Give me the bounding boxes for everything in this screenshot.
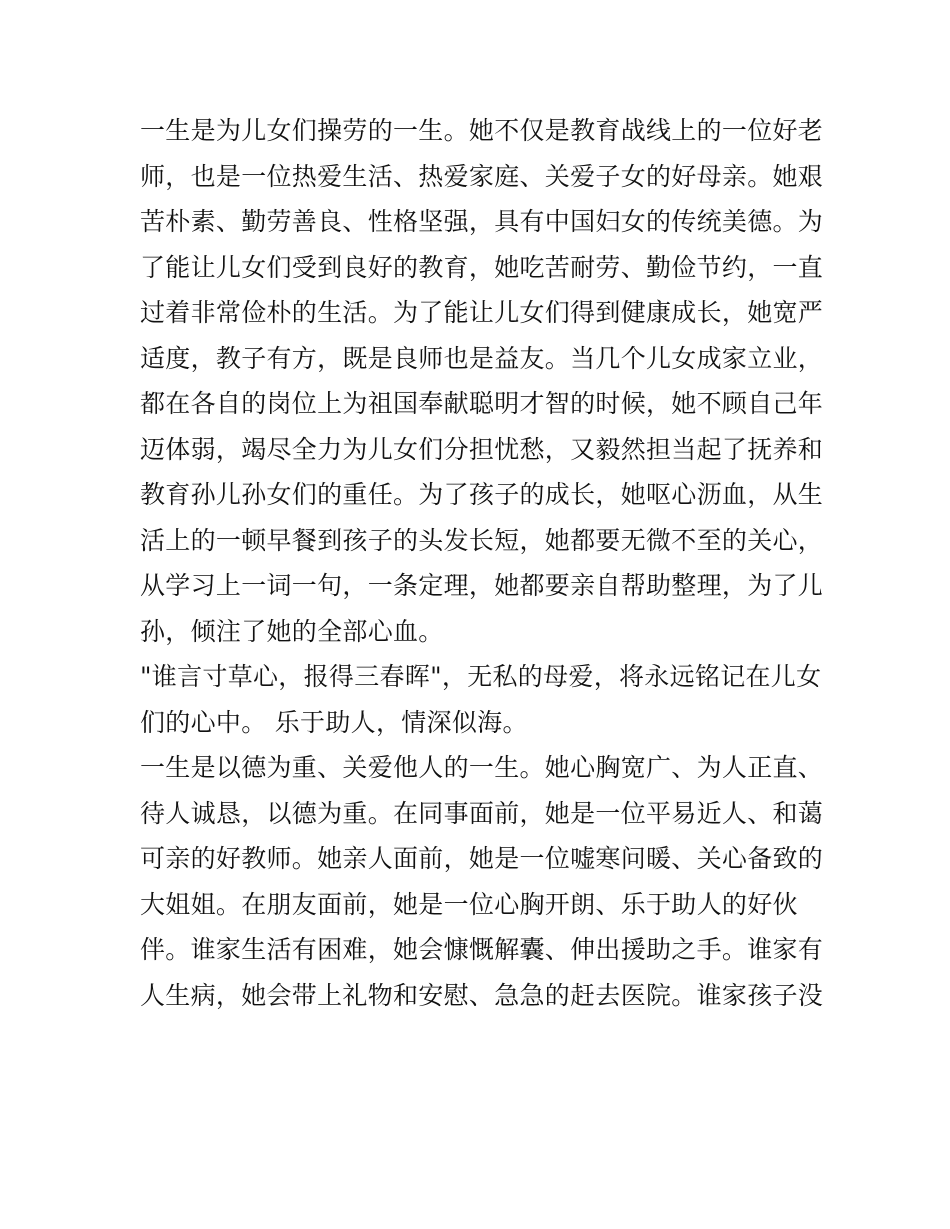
text-line: 大姐姐。在朋友面前，她是一位心胸开朗、乐于助人的好伙: [140, 889, 798, 919]
body-text: [140, 108, 824, 1018]
text-line: 待人诚恳，以德为重。在同事面前，她是一位平易近人、和蔼: [140, 798, 824, 828]
text-line: 苦朴素、勤劳善良、性格坚强，具有中国妇女的传统美德。为: [140, 207, 824, 236]
text-line: 一生是以德为重、关爱他人的一生。她心胸宽广、为人正直、: [140, 753, 824, 782]
text-line: 都在各自的岗位上为祖国奉献聪明才智的时候，她不顾自己年: [140, 389, 824, 418]
text-line: "谁言寸草心，报得三春晖"，无私的母爱，将永远铭记在儿女: [140, 662, 822, 691]
text-line: 孙，倾注了她的全部心血。: [140, 616, 444, 646]
text-line: 从学习上一词一句，一条定理，她都要亲自帮助整理，为了儿: [140, 571, 824, 600]
text-line: 师，也是一位热爱生活、热爱家庭、关爱子女的好母亲。她艰: [140, 161, 824, 191]
text-line: 迈体弱，竭尽全力为儿女们分担忧愁，又毅然担当起了抚养和: [140, 434, 824, 464]
text-line: 过着非常俭朴的生活。为了能让儿女们得到健康成长，她宽严: [140, 298, 824, 327]
text-line: 适度，教子有方，既是良师也是益友。当几个儿女成家立业，: [140, 343, 824, 373]
text-line: 人生病，她会带上礼物和安慰、急急的赶去医院。谁家孩子没: [140, 980, 824, 1010]
text-line: 一生是为儿女们操劳的一生。她不仅是教育战线上的一位好老: [140, 116, 824, 145]
text-line: 了能让儿女们受到良好的教育，她吃苦耐劳、勤俭节约，一直: [140, 252, 824, 282]
text-line: 可亲的好教师。她亲人面前，她是一位嘘寒问暖、关心备致的: [140, 844, 824, 873]
text-line: 伴。谁家生活有困难，她会慷慨解囊、伸出援助之手。谁家有: [140, 935, 824, 964]
text-line: 教育孙儿孙女们的重任。为了孩子的成长，她呕心沥血，从生: [140, 480, 824, 509]
text-line: 们的心中。 乐于助人，情深似海。: [140, 707, 528, 737]
text-line: 活上的一顿早餐到孩子的头发长短，她都要无微不至的关心，: [140, 525, 824, 555]
